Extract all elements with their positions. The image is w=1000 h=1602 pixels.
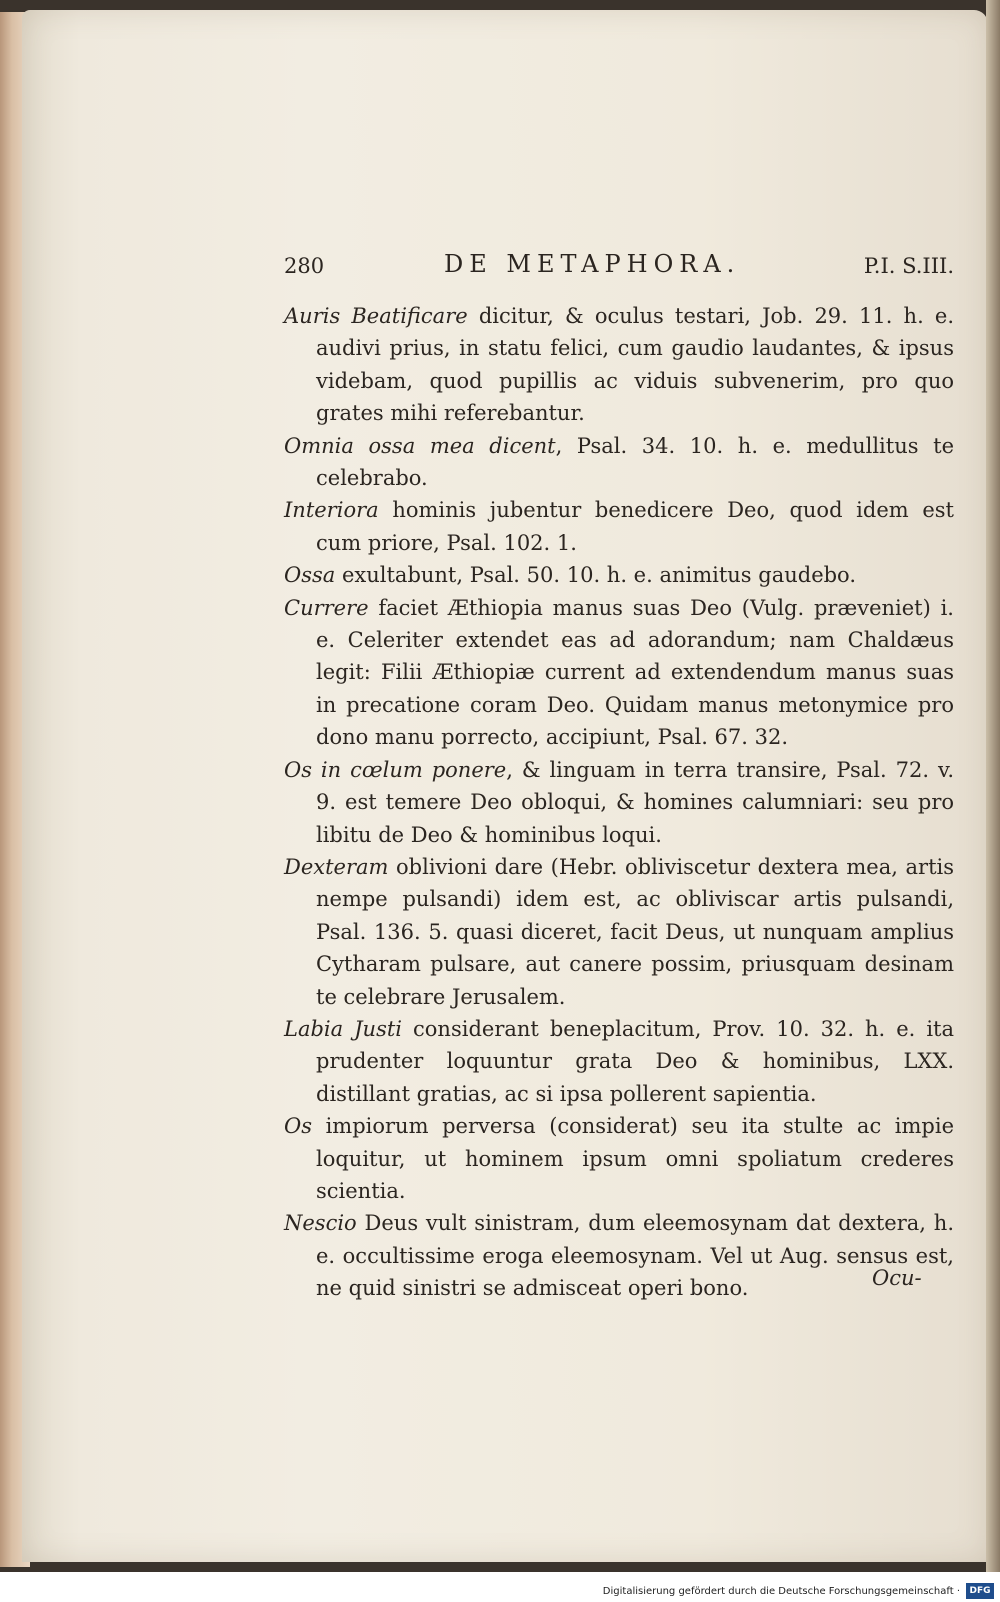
entry-text: faciet Æthiopia manus suas Deo (Vulg. præveniet) i. e. Celeriter extendet eas ad adorandum; nam Chaldæus legit: Filii Æthiopiæ current ad extendendum manus suas in precatione coram Deo. Quidam manus metonymice pro dono manu porrecto, accipiunt, Psal. 67. 32. [316,595,954,750]
entry-lemma: Omnia ossa mea dicent [284,433,556,458]
entry-text: exultabunt, Psal. 50. 10. h. e. animitus gaudebo. [335,563,857,588]
entry-text: hominis jubentur benedicere Deo, quod idem est cum priore, Psal. 102. 1. [316,498,954,555]
entry-lemma: Nescio [284,1211,357,1236]
entry [284,754,954,851]
entry-text: oblivioni dare (Hebr. obliviscetur dextera mea, artis nempe pulsandi) idem est, ac obliviscar artis pulsandi, Psal. 136. 5. quasi diceret, facit Deus, ut nunquam amplius Cytharam pulsare, aut canere possim, priusquam desinam te celebrare Jerusalem. [316,854,954,1009]
entry-lemma: Os in cœlum ponere [284,757,507,782]
catchword: Ocu- [872,1266,922,1290]
entry-lemma: Currere [284,595,369,620]
entry [284,851,954,1013]
entry-lemma: Ossa [284,563,336,588]
page-body [284,300,954,1305]
entry-text: , Psal. 34. 10. h. e. medullitus te celebrabo. [316,433,954,491]
entry [284,494,954,559]
entry [284,1013,954,1110]
section-marker: P.I. S.III. [863,254,954,278]
page-number: 280 [284,254,325,278]
entry [284,559,954,591]
entry-text: considerant beneplacitum, Prov. 10. 32. h. e. ita prudenter loquuntur grata Deo & hominibus, LXX. distillant gratias, ac si ipsa pollerent sapientia. [316,1016,954,1106]
entry-text: dicitur, & oculus testari, Job. 29. 11. h. e. audivi prius, in statu felici, cum gaudio laudantes, & ipsus videbam, quod pupillis ac viduis subvenerim, pro quo grates mihi referebantur. [316,304,954,426]
running-title: DE METAPHORA. [444,250,741,278]
entry [284,1110,954,1207]
dfg-logo: DFG [966,1583,994,1599]
entry-text: impiorum perversa (considerat) seu ita stulte ac impie loquitur, ut hominem ipsum omni spoliatum crederes scientia. [312,1114,954,1203]
entry-lemma: Interiora [284,498,379,523]
entry-text: , & linguam in terra transire, Psal. 72. v. 9. est temere Deo obloqui, & homines calumniari: seu pro libitu de Deo & hominibus loqui. [316,757,954,847]
page-right-edge [986,0,1000,1572]
entry [284,1207,954,1304]
entry-lemma: Labia Justi [284,1016,403,1041]
digitization-credit: Digitalisierung gefördert durch die Deutsche Forschungsgemeinschaft · [602,1586,960,1597]
entry-lemma: Os [284,1114,312,1139]
entry [284,430,954,495]
entry [284,300,954,430]
entry-lemma: Auris Beatificare [284,304,468,328]
entry-text: Deus vult sinistram, dum eleemosynam dat dextera, h. e. occultissime eroga eleemosynam. Vel ut Aug. sensus est, ne quid sinistri se admisceat operi bono. [316,1211,954,1301]
entry [284,592,954,754]
entry-lemma: Dexteram [284,854,389,879]
running-header [284,250,954,284]
